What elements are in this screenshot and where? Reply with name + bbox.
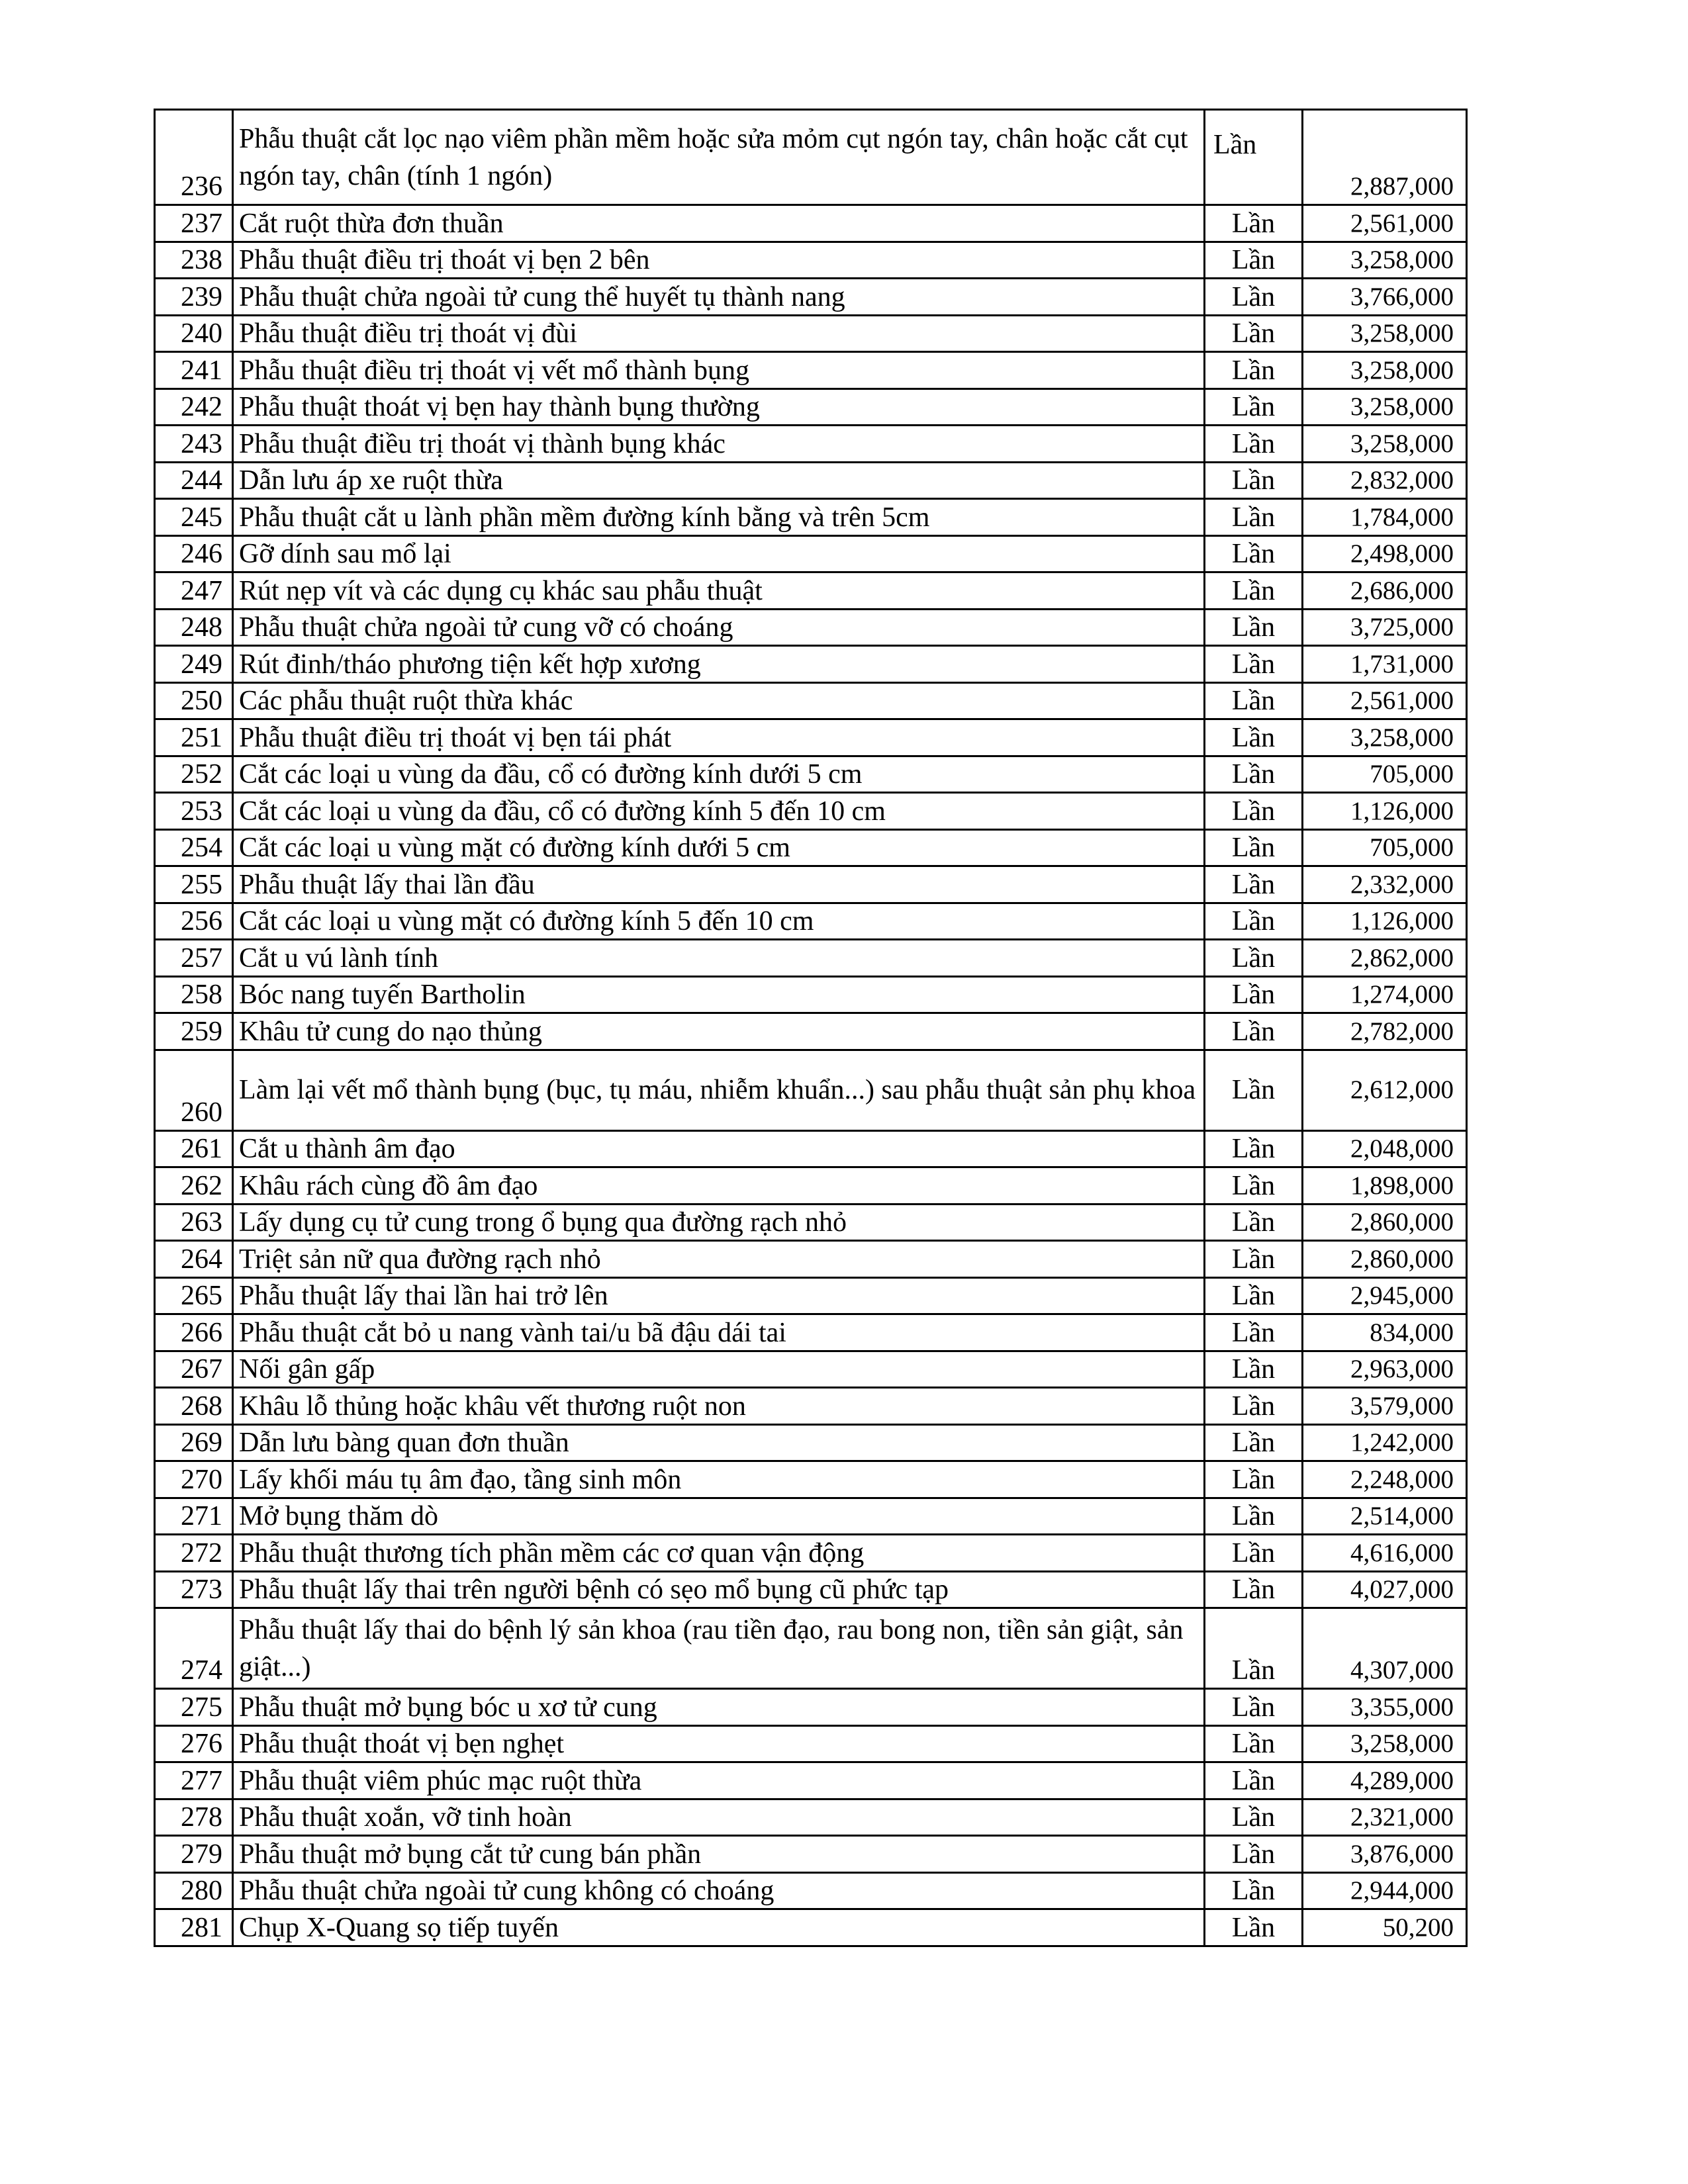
service-name: Cắt các loại u vùng da đầu, cổ có đường kính dưới 5 cm: [233, 756, 1205, 793]
unit-cell: Lần: [1205, 756, 1303, 793]
price-cell: 3,258,000: [1303, 352, 1467, 389]
table-row: [155, 682, 1467, 719]
table-row: [155, 388, 1467, 426]
row-number: 247: [155, 572, 233, 610]
unit-cell: Lần: [1205, 1535, 1303, 1572]
table-row: [155, 1799, 1467, 1836]
price-cell: 3,766,000: [1303, 279, 1467, 316]
table-row: [155, 976, 1467, 1013]
service-name: Phẫu thuật lấy thai do bệnh lý sản khoa (rau tiền đạo, rau bong non, tiền sản giật, sản giật...): [233, 1608, 1205, 1689]
table-row: [155, 1351, 1467, 1388]
row-number: 265: [155, 1277, 233, 1314]
service-name: Phẫu thuật cắt lọc nạo viêm phần mềm hoặc sửa mỏm cụt ngón tay, chân hoặc cắt cụt ngón tay, chân (tính 1 ngón): [233, 110, 1205, 205]
row-number: 266: [155, 1314, 233, 1351]
price-cell: 2,860,000: [1303, 1241, 1467, 1278]
service-name: Phẫu thuật chửa ngoài tử cung vỡ có choáng: [233, 609, 1205, 646]
row-number: 279: [155, 1836, 233, 1873]
unit-cell: Lần: [1205, 242, 1303, 279]
row-number: 277: [155, 1762, 233, 1799]
table-row: [155, 1872, 1467, 1909]
price-cell: 3,355,000: [1303, 1689, 1467, 1726]
service-name: Cắt u thành âm đạo: [233, 1130, 1205, 1167]
service-name: Lấy khối máu tụ âm đạo, tầng sinh môn: [233, 1461, 1205, 1498]
service-name: Cắt ruột thừa đơn thuần: [233, 205, 1205, 242]
service-name: Phẫu thuật mở bụng bóc u xơ tử cung: [233, 1689, 1205, 1726]
unit-cell: Lần: [1205, 315, 1303, 352]
service-name: Phẫu thuật mở bụng cắt tử cung bán phần: [233, 1836, 1205, 1873]
unit-cell: Lần: [1205, 940, 1303, 977]
table-row: [155, 1277, 1467, 1314]
price-cell: 3,258,000: [1303, 1725, 1467, 1762]
table-body: [155, 110, 1467, 1946]
unit-cell: Lần: [1205, 1461, 1303, 1498]
unit-cell: Lần: [1205, 829, 1303, 866]
unit-cell: Lần: [1205, 1909, 1303, 1946]
service-name: Phẫu thuật viêm phúc mạc ruột thừa: [233, 1762, 1205, 1799]
price-cell: 3,258,000: [1303, 242, 1467, 279]
row-number: 260: [155, 1050, 233, 1130]
unit-cell: Lần: [1205, 352, 1303, 389]
row-number: 267: [155, 1351, 233, 1388]
row-number: 269: [155, 1424, 233, 1461]
row-number: 250: [155, 682, 233, 719]
unit-cell: Lần: [1205, 1689, 1303, 1726]
price-cell: 3,258,000: [1303, 388, 1467, 426]
price-cell: 2,686,000: [1303, 572, 1467, 610]
service-name: Phẫu thuật lấy thai lần đầu: [233, 866, 1205, 903]
table-row: [155, 205, 1467, 242]
row-number: 246: [155, 535, 233, 572]
table-row: [155, 1424, 1467, 1461]
table-row: [155, 866, 1467, 903]
unit-cell: Lần: [1205, 279, 1303, 316]
service-name: Chụp X-Quang sọ tiếp tuyến: [233, 1909, 1205, 1946]
unit-cell: Lần: [1205, 1608, 1303, 1689]
table-row: [155, 1130, 1467, 1167]
table-row: [155, 1167, 1467, 1205]
service-name: Phẫu thuật điều trị thoát vị đùi: [233, 315, 1205, 352]
price-cell: 2,945,000: [1303, 1277, 1467, 1314]
service-name: Phẫu thuật điều trị thoát vị bẹn 2 bên: [233, 242, 1205, 279]
service-name: Các phẫu thuật ruột thừa khác: [233, 682, 1205, 719]
row-number: 274: [155, 1608, 233, 1689]
unit-cell: Lần: [1205, 1799, 1303, 1836]
table-row: [155, 1762, 1467, 1799]
unit-cell: Lần: [1205, 1388, 1303, 1425]
service-name: Cắt các loại u vùng mặt có đường kính 5 đến 10 cm: [233, 903, 1205, 940]
service-name: Dẫn lưu bàng quan đơn thuần: [233, 1424, 1205, 1461]
service-name: Phẫu thuật thoát vị bẹn nghẹt: [233, 1725, 1205, 1762]
row-number: 280: [155, 1872, 233, 1909]
row-number: 238: [155, 242, 233, 279]
table-row: [155, 793, 1467, 830]
unit-cell: Lần: [1205, 426, 1303, 463]
price-cell: 1,242,000: [1303, 1424, 1467, 1461]
service-name: Bóc nang tuyến Bartholin: [233, 976, 1205, 1013]
unit-cell: Lần: [1205, 1204, 1303, 1241]
row-number: 244: [155, 462, 233, 499]
price-cell: 2,887,000: [1303, 110, 1467, 205]
table-row: [155, 1689, 1467, 1726]
price-cell: 1,898,000: [1303, 1167, 1467, 1205]
table-row: [155, 499, 1467, 536]
price-cell: 3,258,000: [1303, 719, 1467, 756]
unit-cell: Lần: [1205, 1241, 1303, 1278]
unit-cell: Lần: [1205, 499, 1303, 536]
table-row: [155, 1498, 1467, 1535]
table-row: [155, 1050, 1467, 1130]
price-cell: 2,612,000: [1303, 1050, 1467, 1130]
table-row: [155, 1314, 1467, 1351]
service-name: Cắt các loại u vùng da đầu, cổ có đường kính 5 đến 10 cm: [233, 793, 1205, 830]
table-row: [155, 756, 1467, 793]
service-name: Dẫn lưu áp xe ruột thừa: [233, 462, 1205, 499]
price-cell: 4,307,000: [1303, 1608, 1467, 1689]
row-number: 237: [155, 205, 233, 242]
service-name: Phẫu thuật xoắn, vỡ tinh hoàn: [233, 1799, 1205, 1836]
service-name: Phẫu thuật thoát vị bẹn hay thành bụng thường: [233, 388, 1205, 426]
row-number: 281: [155, 1909, 233, 1946]
table-row: [155, 719, 1467, 756]
service-name: Phẫu thuật cắt u lành phần mềm đường kính bằng và trên 5cm: [233, 499, 1205, 536]
price-cell: 1,126,000: [1303, 903, 1467, 940]
service-price-table: [154, 109, 1468, 1947]
unit-cell: Lần: [1205, 535, 1303, 572]
row-number: 263: [155, 1204, 233, 1241]
table-row: [155, 242, 1467, 279]
service-name: Làm lại vết mổ thành bụng (bục, tụ máu, nhiễm khuẩn...) sau phẫu thuật sản phụ khoa: [233, 1050, 1205, 1130]
table-row: [155, 829, 1467, 866]
service-name: Phẫu thuật chửa ngoài tử cung không có choáng: [233, 1872, 1205, 1909]
price-cell: 3,725,000: [1303, 609, 1467, 646]
unit-cell: Lần: [1205, 388, 1303, 426]
table-row: [155, 940, 1467, 977]
row-number: 259: [155, 1013, 233, 1050]
row-number: 257: [155, 940, 233, 977]
price-cell: 2,832,000: [1303, 462, 1467, 499]
row-number: 254: [155, 829, 233, 866]
price-cell: 2,514,000: [1303, 1498, 1467, 1535]
table-row: [155, 903, 1467, 940]
unit-cell: Lần: [1205, 609, 1303, 646]
row-number: 253: [155, 793, 233, 830]
price-cell: 3,258,000: [1303, 315, 1467, 352]
row-number: 264: [155, 1241, 233, 1278]
row-number: 278: [155, 1799, 233, 1836]
row-number: 255: [155, 866, 233, 903]
service-name: Phẫu thuật cắt bỏ u nang vành tai/u bã đậu dái tai: [233, 1314, 1205, 1351]
service-name: Nối gân gấp: [233, 1351, 1205, 1388]
row-number: 251: [155, 719, 233, 756]
unit-cell: Lần: [1205, 866, 1303, 903]
table-row: [155, 535, 1467, 572]
row-number: 243: [155, 426, 233, 463]
service-name: Cắt u vú lành tính: [233, 940, 1205, 977]
price-cell: 3,258,000: [1303, 426, 1467, 463]
price-cell: 3,579,000: [1303, 1388, 1467, 1425]
price-cell: 1,274,000: [1303, 976, 1467, 1013]
price-cell: 2,332,000: [1303, 866, 1467, 903]
unit-cell: Lần: [1205, 1314, 1303, 1351]
service-name: Khâu tử cung do nạo thủng: [233, 1013, 1205, 1050]
table-row: [155, 110, 1467, 205]
unit-cell: Lần: [1205, 1836, 1303, 1873]
row-number: 276: [155, 1725, 233, 1762]
row-number: 249: [155, 646, 233, 683]
row-number: 256: [155, 903, 233, 940]
price-cell: 2,944,000: [1303, 1872, 1467, 1909]
price-cell: 2,860,000: [1303, 1204, 1467, 1241]
unit-cell: Lần: [1205, 1725, 1303, 1762]
table-row: [155, 462, 1467, 499]
table-row: [155, 426, 1467, 463]
row-number: 252: [155, 756, 233, 793]
row-number: 270: [155, 1461, 233, 1498]
row-number: 240: [155, 315, 233, 352]
unit-cell: Lần: [1205, 1167, 1303, 1205]
service-name: Phẫu thuật điều trị thoát vị thành bụng khác: [233, 426, 1205, 463]
row-number: 268: [155, 1388, 233, 1425]
unit-cell: Lần: [1205, 1130, 1303, 1167]
service-name: Phẫu thuật điều trị thoát vị vết mổ thành bụng: [233, 352, 1205, 389]
table-row: [155, 352, 1467, 389]
unit-cell: Lần: [1205, 793, 1303, 830]
row-number: 239: [155, 279, 233, 316]
price-cell: 50,200: [1303, 1909, 1467, 1946]
price-cell: 705,000: [1303, 756, 1467, 793]
unit-cell: Lần: [1205, 646, 1303, 683]
row-number: 241: [155, 352, 233, 389]
unit-cell: Lần: [1205, 1013, 1303, 1050]
table-row: [155, 1204, 1467, 1241]
table-row: [155, 315, 1467, 352]
price-cell: 4,027,000: [1303, 1571, 1467, 1608]
row-number: 262: [155, 1167, 233, 1205]
row-number: 245: [155, 499, 233, 536]
table-row: [155, 1535, 1467, 1572]
unit-cell: Lần: [1205, 682, 1303, 719]
table-row: [155, 1388, 1467, 1425]
service-name: Phẫu thuật lấy thai lần hai trở lên: [233, 1277, 1205, 1314]
price-cell: 2,782,000: [1303, 1013, 1467, 1050]
table-row: [155, 1461, 1467, 1498]
service-name: Gỡ dính sau mổ lại: [233, 535, 1205, 572]
table-row: [155, 1571, 1467, 1608]
unit-cell: Lần: [1205, 1351, 1303, 1388]
table-row: [155, 1241, 1467, 1278]
service-name: Phẫu thuật thương tích phần mềm các cơ quan vận động: [233, 1535, 1205, 1572]
table-row: [155, 572, 1467, 610]
price-cell: 1,784,000: [1303, 499, 1467, 536]
price-cell: 2,862,000: [1303, 940, 1467, 977]
row-number: 236: [155, 110, 233, 205]
unit-cell: Lần: [1205, 1424, 1303, 1461]
service-name: Mở bụng thăm dò: [233, 1498, 1205, 1535]
price-cell: 2,561,000: [1303, 205, 1467, 242]
price-cell: 2,498,000: [1303, 535, 1467, 572]
row-number: 248: [155, 609, 233, 646]
service-name: Lấy dụng cụ tử cung trong ổ bụng qua đường rạch nhỏ: [233, 1204, 1205, 1241]
unit-cell: Lần: [1205, 572, 1303, 610]
service-name: Triệt sản nữ qua đường rạch nhỏ: [233, 1241, 1205, 1278]
row-number: 272: [155, 1535, 233, 1572]
price-cell: 2,321,000: [1303, 1799, 1467, 1836]
row-number: 275: [155, 1689, 233, 1726]
unit-cell: Lần: [1205, 110, 1303, 205]
row-number: 242: [155, 388, 233, 426]
table-row: [155, 279, 1467, 316]
unit-cell: Lần: [1205, 903, 1303, 940]
price-cell: 1,731,000: [1303, 646, 1467, 683]
price-cell: 4,616,000: [1303, 1535, 1467, 1572]
unit-cell: Lần: [1205, 719, 1303, 756]
unit-cell: Lần: [1205, 1050, 1303, 1130]
unit-cell: Lần: [1205, 1872, 1303, 1909]
unit-cell: Lần: [1205, 976, 1303, 1013]
row-number: 261: [155, 1130, 233, 1167]
price-cell: 2,048,000: [1303, 1130, 1467, 1167]
row-number: 258: [155, 976, 233, 1013]
price-cell: 3,876,000: [1303, 1836, 1467, 1873]
price-cell: 2,963,000: [1303, 1351, 1467, 1388]
table-row: [155, 1836, 1467, 1873]
table-row: [155, 1608, 1467, 1689]
price-cell: 4,289,000: [1303, 1762, 1467, 1799]
service-name: Phẫu thuật chửa ngoài tử cung thể huyết tụ thành nang: [233, 279, 1205, 316]
price-cell: 2,248,000: [1303, 1461, 1467, 1498]
unit-cell: Lần: [1205, 1277, 1303, 1314]
table-row: [155, 646, 1467, 683]
service-name: Phẫu thuật lấy thai trên người bệnh có sẹo mổ bụng cũ phức tạp: [233, 1571, 1205, 1608]
unit-cell: Lần: [1205, 1498, 1303, 1535]
service-name: Phẫu thuật điều trị thoát vị bẹn tái phát: [233, 719, 1205, 756]
service-name: Khâu lỗ thủng hoặc khâu vết thương ruột non: [233, 1388, 1205, 1425]
row-number: 273: [155, 1571, 233, 1608]
service-name: Rút đinh/tháo phương tiện kết hợp xương: [233, 646, 1205, 683]
table-row: [155, 1725, 1467, 1762]
price-cell: 834,000: [1303, 1314, 1467, 1351]
price-cell: 1,126,000: [1303, 793, 1467, 830]
table-row: [155, 1909, 1467, 1946]
price-cell: 705,000: [1303, 829, 1467, 866]
table-row: [155, 1013, 1467, 1050]
service-name: Rút nẹp vít và các dụng cụ khác sau phẫu thuật: [233, 572, 1205, 610]
unit-cell: Lần: [1205, 1762, 1303, 1799]
unit-cell: Lần: [1205, 1571, 1303, 1608]
price-cell: 2,561,000: [1303, 682, 1467, 719]
service-name: Cắt các loại u vùng mặt có đường kính dưới 5 cm: [233, 829, 1205, 866]
unit-cell: Lần: [1205, 205, 1303, 242]
unit-cell: Lần: [1205, 462, 1303, 499]
row-number: 271: [155, 1498, 233, 1535]
table-row: [155, 609, 1467, 646]
service-name: Khâu rách cùng đồ âm đạo: [233, 1167, 1205, 1205]
